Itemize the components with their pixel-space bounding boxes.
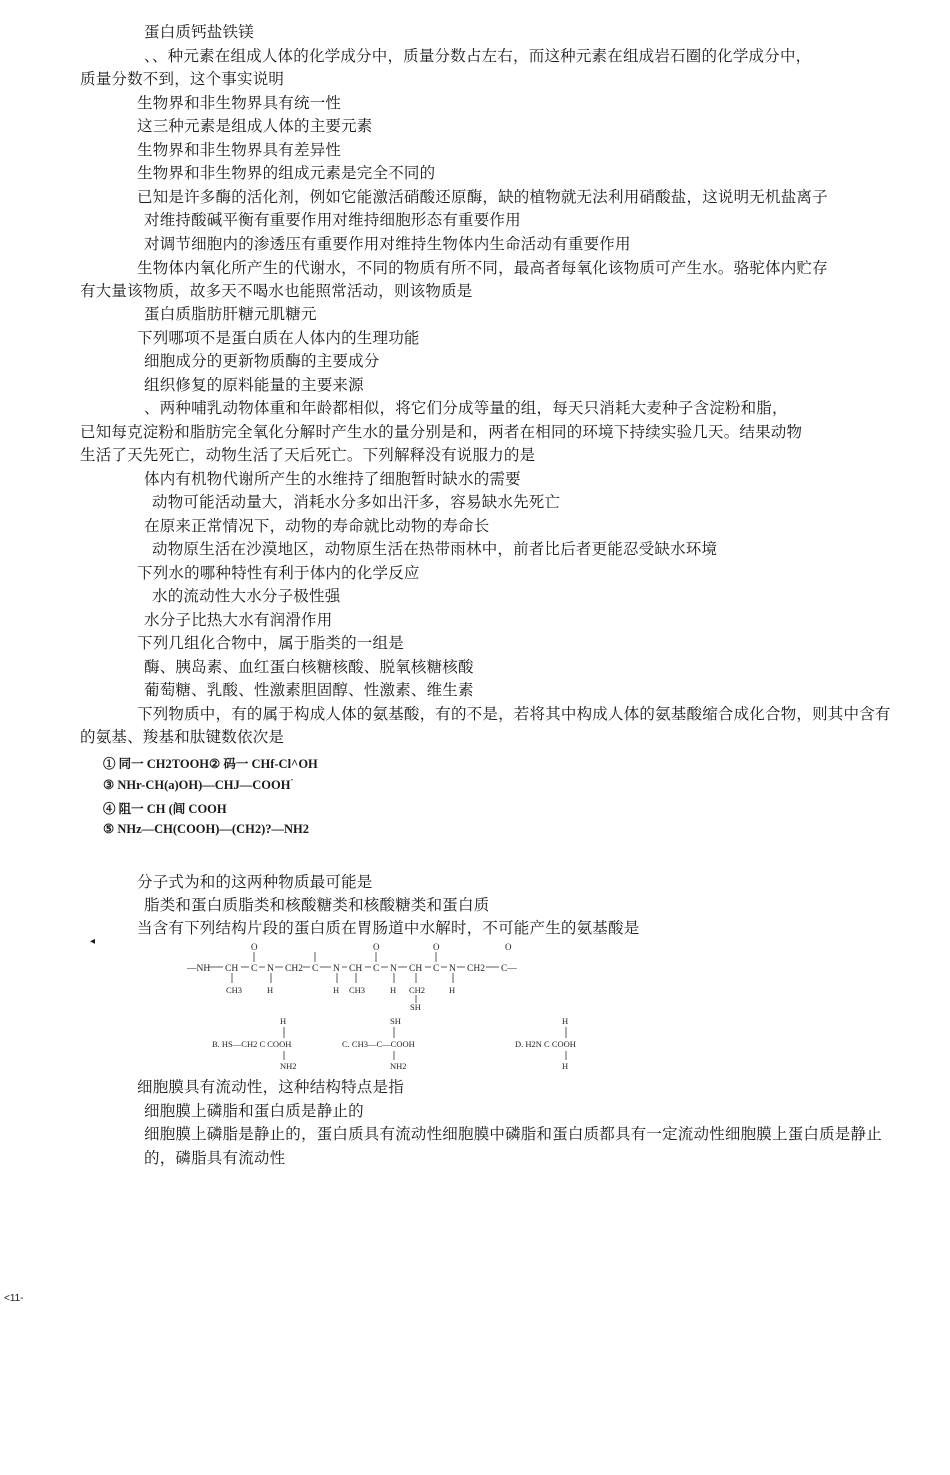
formula-3: ③ NHr-CH(a)OH)—CHJ—COOH" <box>103 777 294 792</box>
text-line: 对维持酸碱平衡有重要作用对维持细胞形态有重要作用 <box>144 211 521 229</box>
text-line: 生物界和非生物界具有统一性 <box>137 94 342 112</box>
chain-atom: —NH <box>187 964 211 974</box>
option-c: C. CH3—C—COOH <box>342 1039 415 1049</box>
chain-atom: N <box>267 964 274 974</box>
text-line: 下列物质中，有的属于构成人体的氨基酸，有的不是，若将其中构成人体的氨基酸缩合成化合物，则其中含有 <box>137 705 891 723</box>
chain-atom: N <box>333 964 340 974</box>
text-line: 体内有机物代谢所产生的水维持了细胞暂时缺水的需要 <box>144 470 521 488</box>
text-line: 动物可能活动量大，消耗水分多如出汗多，容易缺水先死亡 <box>152 493 561 511</box>
carbonyl-o: O <box>433 942 440 952</box>
text-line: 细胞膜具有流动性，这种结构特点是指 <box>137 1078 404 1096</box>
formula-4: ④ 阻一 CH (闾 COOH <box>103 802 227 816</box>
text-line: 在原来正常情况下，动物的寿命就比动物的寿命长 <box>144 517 490 535</box>
text-line: 脂类和蛋白质脂类和核酸糖类和核酸糖类和蛋白质 <box>144 896 490 914</box>
text-line: 分子式为和的这两种物质最可能是 <box>137 873 373 891</box>
text-line: 下列几组化合物中，属于脂类的一组是 <box>137 634 404 652</box>
option-c-top: SH <box>390 1016 401 1026</box>
substituent: CH3 <box>226 985 243 995</box>
option-c-bottom: NH2 <box>390 1061 407 1071</box>
text-line: 细胞膜上磷脂是静止的，蛋白质具有流动性细胞膜中磷脂和蛋白质都具有一定流动性细胞膜上蛋白质是静止 <box>144 1125 882 1143</box>
text-line: 葡萄糖、乳酸、性激素胆固醇、性激素、维生素 <box>144 681 474 699</box>
text-line: 生物界和非生物界的组成元素是完全不同的 <box>137 164 436 182</box>
text-line: 下列水的哪种特性有利于体内的化学反应 <box>137 564 420 582</box>
text-line: 细胞成分的更新物质酶的主要成分 <box>144 352 380 370</box>
text-line: 组织修复的原料能量的主要来源 <box>144 376 364 394</box>
chain-atom: C <box>251 964 258 974</box>
chain-atom: CH <box>225 964 239 974</box>
chain-atom: C <box>433 964 440 974</box>
option-b-top: H <box>280 1016 287 1026</box>
option-b-bottom: NH2 <box>280 1061 297 1071</box>
text-line: 生活了天先死亡，动物生活了天后死亡。下列解释没有说服力的是 <box>80 446 536 464</box>
chain-atom: N <box>390 964 397 974</box>
text-line: 生物体内氧化所产生的代谢水，不同的物质有所不同，最高者每氧化该物质可产生水。骆驼体内贮存 <box>137 259 828 277</box>
substituent: H <box>333 985 340 995</box>
option-d-bottom: H <box>562 1061 569 1071</box>
text-line: 的氨基、羧基和肽键数依次是 <box>80 728 285 746</box>
substituent: CH2 <box>409 985 426 995</box>
text-line: 这三种元素是组成人体的主要元素 <box>137 117 373 135</box>
text-line: 动物原生活在沙漠地区，动物原生活在热带雨林中，前者比后者更能忍受缺水环境 <box>152 540 718 558</box>
text-line: 的，磷脂具有流动性 <box>144 1149 286 1167</box>
text-line: 蛋白质钙盐铁镁 <box>144 23 254 41</box>
chain-atom: CH <box>409 964 423 974</box>
carbonyl-o: O <box>251 942 258 952</box>
text-line: 、、种元素在组成人体的化学成分中，质量分数占左右，而这种元素在组成岩石圈的化学成分中， <box>144 47 812 65</box>
option-d-top: H <box>562 1016 569 1026</box>
substituent: H <box>267 985 274 995</box>
chain-atom: C— <box>501 964 517 974</box>
chain-atom: C <box>312 964 319 974</box>
amino-acid-options <box>210 1015 630 1073</box>
substituent: SH <box>410 1002 421 1010</box>
chain-atom: CH2 <box>285 964 303 974</box>
page-number: <11- <box>4 1293 24 1304</box>
formula-1: ① 同一 CH2TOOH② 码一 CHf-Cl^OH <box>103 757 318 771</box>
text-line: 生物界和非生物界具有差异性 <box>137 141 342 159</box>
substituent: CH3 <box>349 985 366 995</box>
text-line: 水分子比热大水有润滑作用 <box>144 611 333 629</box>
text-line: 已知每克淀粉和脂肪完全氧化分解时产生水的量分别是和，两者在相同的环境下持续实验几天。结果动物 <box>80 423 803 441</box>
text-line: 当含有下列结构片段的蛋白质在胃肠道中水解时，不可能产生的氨基酸是 <box>137 919 640 937</box>
text-line: 水的流动性大水分子极性强 <box>152 587 341 605</box>
text-line: 已知是许多酶的活化剂，例如它能激活硝酸还原酶，缺的植物就无法利用硝酸盐，这说明无机盐离子 <box>137 188 828 206</box>
text-line: 酶、胰岛素、血红蛋白核糖核酸、脱氧核糖核酸 <box>144 658 474 676</box>
text-line: 质量分数不到，这个事实说明 <box>80 70 285 88</box>
text-line: 蛋白质脂肪肝糖元肌糖元 <box>144 305 317 323</box>
option-d: D. H2N C COOH <box>515 1039 576 1049</box>
text-line: 细胞膜上磷脂和蛋白质是静止的 <box>144 1102 364 1120</box>
chain-atom: N <box>449 964 456 974</box>
carbonyl-o: O <box>505 942 512 952</box>
chain-atom: C <box>373 964 380 974</box>
chain-atom: CH <box>349 964 363 974</box>
option-b: B. HS—CH2 C COOH <box>212 1039 292 1049</box>
text-line: 下列哪项不是蛋白质在人体内的生理功能 <box>137 329 420 347</box>
substituent: H <box>449 985 456 995</box>
text-line: 对调节细胞内的渗透压有重要作用对维持生物体内生命活动有重要作用 <box>144 235 631 253</box>
carbonyl-o: O <box>373 942 380 952</box>
margin-mark: ◂ <box>90 936 96 947</box>
text-line: 、两种哺乳动物体重和年龄都相似，将它们分成等量的组，每天只消耗大麦种子含淀粉和脂， <box>144 399 788 417</box>
formula-5: ⑤ NHz—CH(COOH)—(CH2)?—NH2 <box>103 822 309 836</box>
text-line: 有大量该物质，故多天不喝水也能照常活动，则该物质是 <box>80 282 473 300</box>
peptide-structure <box>185 940 525 1010</box>
chain-atom: CH2 <box>467 964 485 974</box>
substituent: H <box>390 985 397 995</box>
